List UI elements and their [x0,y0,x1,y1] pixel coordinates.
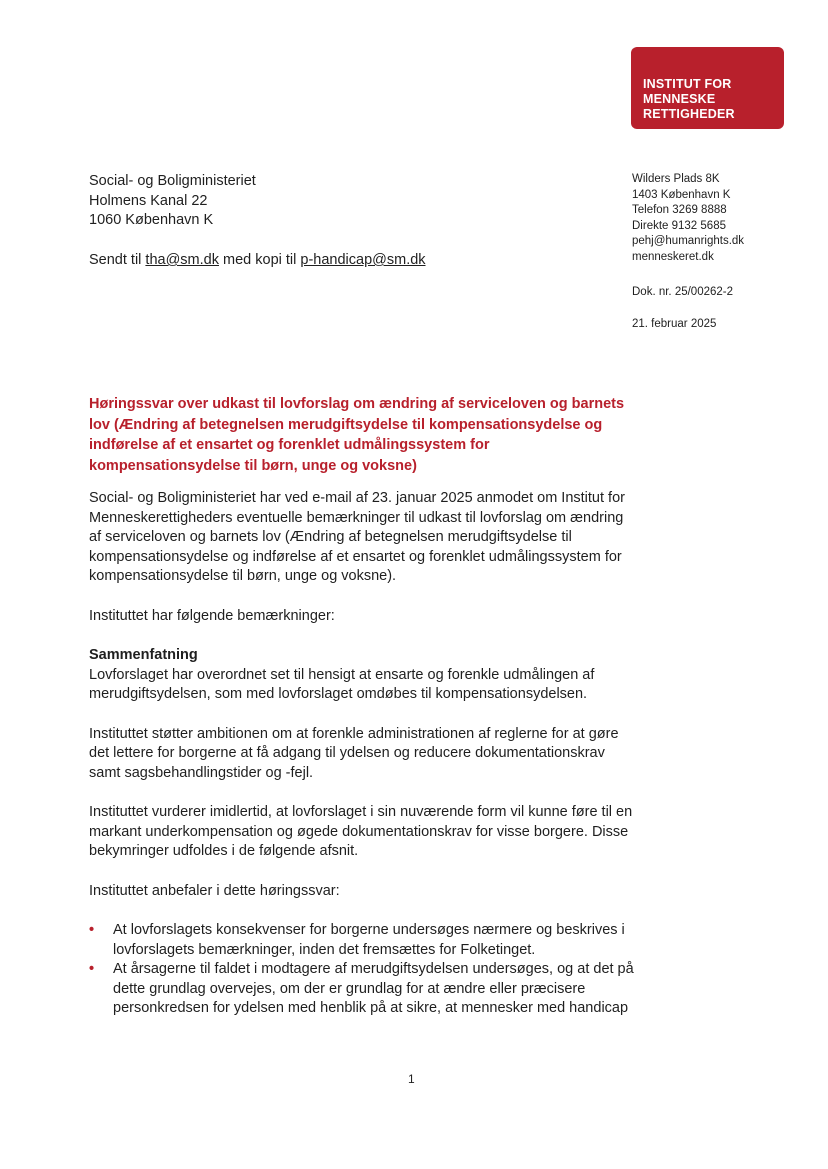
remarks-paragraph: Instituttet har følgende bemærkninger: [89,607,335,624]
recipient-address [89,172,256,231]
document-number: Dok. nr. 25/00262-2 [632,286,734,298]
recipient-street: Holmens Kanal 22 [89,192,208,209]
recipient-city: 1060 København K [89,212,214,228]
logo-line-1: INSTITUT FOR [643,77,732,91]
list-item-text: At lovforslagets konsekvenser for borgerne undersøges nærmere og beskrives i lovforslagets bemærkninger, inden det fremsættes for Folketinget. [113,922,625,958]
sent-to-line [89,251,426,271]
logo-line-2: MENNESKE [643,92,716,106]
logo-line-3: RETTIGHEDER [643,107,735,121]
summary-heading: Sammenfatning [89,647,198,663]
recommendations-list [89,921,637,1019]
list-item [89,960,637,1019]
sent-prefix: Sendt til [89,252,146,268]
bullet-icon: • [89,922,95,938]
sent-middle: med kopi til [218,252,301,268]
recommendations-intro: Instituttet anbefaler i dette høringssvar: [89,882,340,899]
sender-direct-phone: Direkte 9132 5685 [632,219,726,232]
summary-paragraph-1: Lovforslaget har overordnet set til hensigt at ensarte og forenkle udmålingen af merudgiftsydelsen, som med lovforslaget omdøbes til kompensationsydelsen. [89,666,595,702]
intro-paragraph: Social- og Boligministeriet har ved e-mail af 23. januar 2025 anmodet om Institut for Menneskerettigheders eventuelle bemærkninger til udkast til lovforslag om ændring af serviceloven og barnets lov (Ændring af betegnelsen merudgiftsydelse til kompensationsydelse og indførelse af et ensartet og forenklet udmålingssystem for kompensationsydelse til børn, unge og voksne). [89,490,625,584]
bullet-icon: • [89,961,95,977]
sender-website: menneskeret.dk [632,250,714,263]
document-title: Høringssvar over udkast til lovforslag om ændring af serviceloven og barnets lov (Ændring af betegnelsen merudgiftsydelse til kompensationsydelse og indførelse af et ensartet og forenklet udmålingssystem for kompensationsydelse til børn, unge og voksne) [89,396,625,474]
sender-info [632,172,744,265]
summary-paragraph-2: Instituttet støtter ambitionen om at forenkle administrationen af reglerne for at gøre det lettere for borgerne at få adgang til ydelsen og reducere dokumentationskrav samt sagsbehandlingstider og -fejl. [89,725,619,781]
summary-paragraph-3: Instituttet vurderer imidlertid, at lovforslaget i sin nuværende form vil kunne føre til en markant underkompensation og øgede dokumentationskrav for visse borgere. Disse bekymringer udfoldes i de følgende afsnit. [89,804,633,859]
recipient-name: Social- og Boligministeriet [89,173,256,189]
document-date: 21. februar 2025 [632,318,717,330]
list-item-text: At årsagerne til faldet i modtagere af merudgiftsydelsen undersøges, og at det på dette grundlag overvejes, om der er grundlag for at ændre eller præcisere personkredsen for ydelsen med henblik på at sikre, at mennesker med handicap [113,961,634,1016]
institute-logo [631,47,784,129]
list-item [89,921,637,960]
sender-city: 1403 København K [632,188,731,201]
email-link-copy[interactable]: p-handicap@sm.dk [300,252,426,268]
sender-street: Wilders Plads 8K [632,173,720,185]
document-body [89,489,637,1019]
sender-email: pehj@humanrights.dk [632,235,745,247]
page-number: 1 [408,1072,415,1086]
email-link-primary[interactable]: tha@sm.dk [145,252,219,268]
sender-phone: Telefon 3269 8888 [632,204,727,216]
